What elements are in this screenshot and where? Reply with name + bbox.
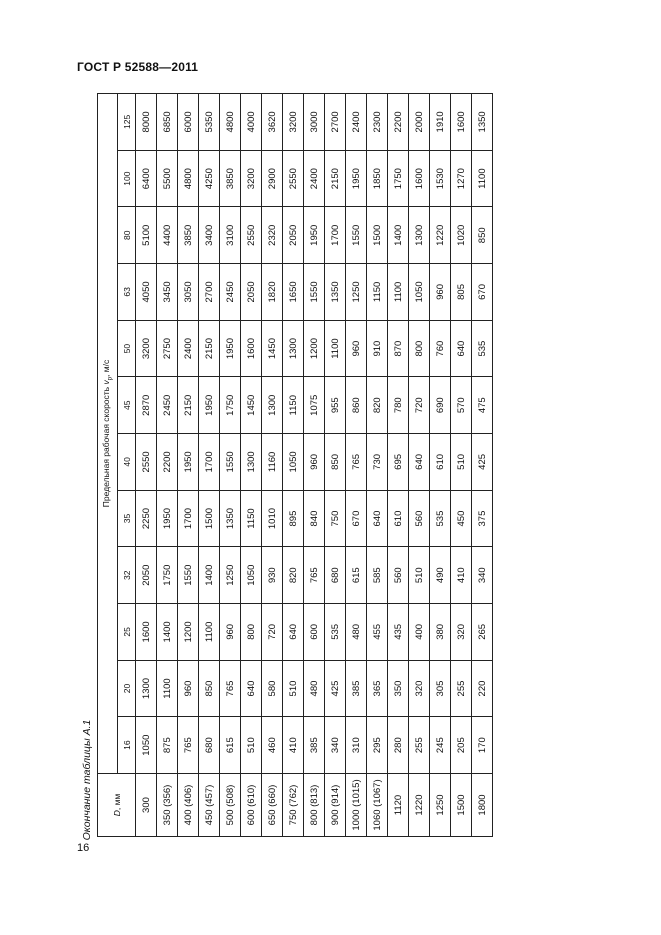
speed-value-cell: 680	[325, 547, 346, 604]
speed-value-cell: 205	[451, 717, 472, 774]
speed-value-cell: 475	[472, 377, 493, 434]
table-row	[304, 94, 325, 837]
speed-value-cell: 750	[325, 490, 346, 547]
speed-value-cell: 560	[409, 490, 430, 547]
speed-column-header: 40	[118, 434, 136, 491]
speed-value-cell: 960	[220, 604, 241, 661]
speed-value-cell: 960	[430, 264, 451, 321]
speed-value-cell: 2050	[283, 207, 304, 264]
speed-value-cell: 1600	[136, 604, 157, 661]
speed-value-cell: 1300	[136, 660, 157, 717]
speed-value-cell: 2320	[262, 207, 283, 264]
speed-value-cell: 1600	[241, 320, 262, 377]
speed-value-cell: 245	[430, 717, 451, 774]
speed-value-cell: 1100	[157, 660, 178, 717]
speed-value-cell: 1100	[388, 264, 409, 321]
rotated-table-container	[97, 93, 488, 837]
speed-value-cell: 1050	[136, 717, 157, 774]
speed-value-cell: 1700	[178, 490, 199, 547]
speed-value-cell: 870	[388, 320, 409, 377]
speed-value-cell: 765	[346, 434, 367, 491]
speed-value-cell: 4800	[178, 150, 199, 207]
speed-value-cell: 1950	[178, 434, 199, 491]
speed-value-cell: 1850	[367, 150, 388, 207]
speed-value-cell: 3100	[220, 207, 241, 264]
speed-value-cell: 720	[262, 604, 283, 661]
diameter-cell: 500 (508)	[220, 774, 241, 837]
speed-value-cell: 3400	[199, 207, 220, 264]
speed-value-cell: 840	[304, 490, 325, 547]
diameter-cell: 1250	[430, 774, 451, 837]
speed-value-cell: 3200	[241, 150, 262, 207]
table-row	[178, 94, 199, 837]
speed-value-cell: 3200	[136, 320, 157, 377]
speed-value-cell: 695	[388, 434, 409, 491]
diameter-cell: 600 (610)	[241, 774, 262, 837]
table-header-row	[98, 94, 118, 837]
table-row	[388, 94, 409, 837]
speed-value-cell: 640	[367, 490, 388, 547]
speed-value-cell: 960	[178, 660, 199, 717]
speed-value-cell: 1450	[241, 377, 262, 434]
diameter-cell: 1120	[388, 774, 409, 837]
speed-value-cell: 820	[283, 547, 304, 604]
diameter-cell: 350 (356)	[157, 774, 178, 837]
speed-value-cell: 2300	[367, 94, 388, 151]
speed-value-cell: 1550	[220, 434, 241, 491]
speed-values-row	[118, 94, 136, 837]
speed-value-cell: 6400	[136, 150, 157, 207]
speed-value-cell: 875	[157, 717, 178, 774]
diameter-cell: 750 (762)	[283, 774, 304, 837]
speed-value-cell: 450	[451, 490, 472, 547]
speed-value-cell: 8000	[136, 94, 157, 151]
table-caption: Окончание таблицы А.1	[81, 719, 93, 841]
speed-value-cell: 490	[430, 547, 451, 604]
speed-value-cell: 805	[451, 264, 472, 321]
table-row	[241, 94, 262, 837]
speed-value-cell: 5500	[157, 150, 178, 207]
speed-value-cell: 1160	[262, 434, 283, 491]
table-row	[283, 94, 304, 837]
speed-value-cell: 2450	[220, 264, 241, 321]
speed-value-cell: 600	[304, 604, 325, 661]
speed-value-cell: 320	[409, 660, 430, 717]
speed-value-cell: 1500	[367, 207, 388, 264]
diameter-cell: 1800	[472, 774, 493, 837]
diameter-cell: 900 (914)	[325, 774, 346, 837]
speed-value-cell: 615	[220, 717, 241, 774]
speed-value-cell: 4400	[157, 207, 178, 264]
speed-value-cell: 1650	[283, 264, 304, 321]
table-row	[346, 94, 367, 837]
speed-value-cell: 295	[367, 717, 388, 774]
speed-value-cell: 1700	[325, 207, 346, 264]
speed-value-cell: 1100	[199, 604, 220, 661]
speed-value-cell: 1350	[325, 264, 346, 321]
diameter-cell: 300	[136, 774, 157, 837]
speed-value-cell: 375	[472, 490, 493, 547]
table-row	[451, 94, 472, 837]
speed-value-cell: 1950	[199, 377, 220, 434]
speed-column-header: 45	[118, 377, 136, 434]
speed-value-cell: 305	[430, 660, 451, 717]
table-row	[409, 94, 430, 837]
speed-header	[98, 94, 118, 774]
speed-value-cell: 670	[346, 490, 367, 547]
speed-value-cell: 385	[346, 660, 367, 717]
speed-value-cell: 680	[199, 717, 220, 774]
speed-value-cell: 435	[388, 604, 409, 661]
speed-value-cell: 720	[409, 377, 430, 434]
table-row	[136, 94, 157, 837]
speed-value-cell: 850	[472, 207, 493, 264]
table-frame	[97, 93, 488, 837]
speed-value-cell: 2870	[136, 377, 157, 434]
speed-value-cell: 1750	[157, 547, 178, 604]
speed-value-cell: 585	[367, 547, 388, 604]
speed-table	[97, 93, 493, 837]
speed-value-cell: 4800	[220, 94, 241, 151]
speed-value-cell: 1950	[220, 320, 241, 377]
speed-value-cell: 850	[199, 660, 220, 717]
speed-value-cell: 1950	[346, 150, 367, 207]
speed-value-cell: 560	[388, 547, 409, 604]
speed-value-cell: 1500	[199, 490, 220, 547]
speed-value-cell: 640	[283, 604, 304, 661]
speed-value-cell: 2150	[325, 150, 346, 207]
speed-value-cell: 6850	[157, 94, 178, 151]
speed-value-cell: 1050	[409, 264, 430, 321]
speed-column-header: 63	[118, 264, 136, 321]
speed-value-cell: 2550	[136, 434, 157, 491]
speed-value-cell: 4000	[241, 94, 262, 151]
speed-value-cell: 2000	[409, 94, 430, 151]
speed-value-cell: 480	[346, 604, 367, 661]
speed-value-cell: 220	[472, 660, 493, 717]
speed-column-header: 50	[118, 320, 136, 377]
speed-value-cell: 510	[283, 660, 304, 717]
diameter-cell: 1000 (1015)	[346, 774, 367, 837]
speed-value-cell: 1300	[409, 207, 430, 264]
speed-value-cell: 1300	[262, 377, 283, 434]
speed-value-cell: 2550	[283, 150, 304, 207]
speed-value-cell: 910	[367, 320, 388, 377]
diameter-cell: 400 (406)	[178, 774, 199, 837]
speed-value-cell: 5350	[199, 94, 220, 151]
speed-value-cell: 1600	[409, 150, 430, 207]
table-row	[220, 94, 241, 837]
speed-value-cell: 765	[304, 547, 325, 604]
speed-value-cell: 535	[325, 604, 346, 661]
speed-value-cell: 960	[346, 320, 367, 377]
speed-value-cell: 1450	[262, 320, 283, 377]
speed-value-cell: 340	[472, 547, 493, 604]
speed-value-cell: 2400	[346, 94, 367, 151]
speed-value-cell: 2150	[178, 377, 199, 434]
speed-value-cell: 610	[388, 490, 409, 547]
speed-value-cell: 570	[451, 377, 472, 434]
speed-value-cell: 1550	[304, 264, 325, 321]
diameter-cell: 1220	[409, 774, 430, 837]
speed-value-cell: 255	[409, 717, 430, 774]
speed-value-cell: 320	[451, 604, 472, 661]
speed-value-cell: 640	[451, 320, 472, 377]
speed-value-cell: 535	[430, 490, 451, 547]
speed-value-cell: 2700	[325, 94, 346, 151]
speed-value-cell: 535	[472, 320, 493, 377]
speed-value-cell: 1550	[178, 547, 199, 604]
speed-value-cell: 1250	[346, 264, 367, 321]
speed-value-cell: 2200	[157, 434, 178, 491]
speed-value-cell: 2050	[136, 547, 157, 604]
speed-value-cell: 170	[472, 717, 493, 774]
speed-value-cell: 1400	[157, 604, 178, 661]
speed-value-cell: 780	[388, 377, 409, 434]
speed-value-cell: 510	[241, 717, 262, 774]
speed-value-cell: 425	[472, 434, 493, 491]
table-caption-wrap	[77, 719, 97, 841]
diameter-cell: 1060 (1067)	[367, 774, 388, 837]
table-row	[472, 94, 493, 837]
diameter-header	[98, 774, 136, 837]
speed-value-cell: 3000	[304, 94, 325, 151]
speed-value-cell: 1750	[388, 150, 409, 207]
speed-value-cell: 1200	[304, 320, 325, 377]
speed-value-cell: 2200	[388, 94, 409, 151]
speed-value-cell: 3200	[283, 94, 304, 151]
speed-value-cell: 4250	[199, 150, 220, 207]
speed-value-cell: 2250	[136, 490, 157, 547]
diameter-cell: 450 (457)	[199, 774, 220, 837]
table-row	[157, 94, 178, 837]
speed-value-cell: 1020	[451, 207, 472, 264]
speed-symbol: v	[101, 380, 112, 385]
speed-value-cell: 1300	[241, 434, 262, 491]
speed-value-cell: 1050	[283, 434, 304, 491]
speed-value-cell: 455	[367, 604, 388, 661]
speed-header-prefix: Предельная рабочая скорость	[101, 384, 112, 508]
speed-value-cell: 3050	[178, 264, 199, 321]
speed-value-cell: 4050	[136, 264, 157, 321]
speed-value-cell: 425	[325, 660, 346, 717]
speed-value-cell: 1350	[472, 94, 493, 151]
speed-value-cell: 1400	[199, 547, 220, 604]
speed-value-cell: 1075	[304, 377, 325, 434]
speed-column-header: 100	[118, 150, 136, 207]
speed-value-cell: 410	[283, 717, 304, 774]
speed-value-cell: 410	[451, 547, 472, 604]
speed-value-cell: 1530	[430, 150, 451, 207]
diameter-cell: 1500	[451, 774, 472, 837]
page-number: 16	[77, 842, 90, 854]
speed-value-cell: 510	[409, 547, 430, 604]
speed-value-cell: 280	[388, 717, 409, 774]
speed-column-header: 80	[118, 207, 136, 264]
speed-value-cell: 640	[241, 660, 262, 717]
speed-value-cell: 1270	[451, 150, 472, 207]
speed-value-cell: 1100	[325, 320, 346, 377]
speed-value-cell: 365	[367, 660, 388, 717]
speed-value-cell: 1150	[367, 264, 388, 321]
speed-value-cell: 1150	[283, 377, 304, 434]
speed-value-cell: 2050	[241, 264, 262, 321]
speed-value-cell: 860	[346, 377, 367, 434]
speed-column-header: 20	[118, 660, 136, 717]
speed-value-cell: 2900	[262, 150, 283, 207]
speed-value-cell: 955	[325, 377, 346, 434]
speed-value-cell: 895	[283, 490, 304, 547]
speed-value-cell: 765	[220, 660, 241, 717]
speed-value-cell: 850	[325, 434, 346, 491]
speed-value-cell: 670	[472, 264, 493, 321]
speed-subscript: р	[107, 376, 114, 381]
speed-value-cell: 1950	[304, 207, 325, 264]
speed-value-cell: 820	[367, 377, 388, 434]
diameter-cell: 650 (660)	[262, 774, 283, 837]
speed-value-cell: 3850	[220, 150, 241, 207]
speed-value-cell: 1950	[157, 490, 178, 547]
speed-value-cell: 385	[304, 717, 325, 774]
speed-value-cell: 760	[430, 320, 451, 377]
speed-value-cell: 255	[451, 660, 472, 717]
speed-unit: , м/с	[101, 359, 112, 377]
speed-value-cell: 1820	[262, 264, 283, 321]
speed-value-cell: 1600	[451, 94, 472, 151]
diameter-symbol: D	[111, 810, 122, 817]
table-row	[262, 94, 283, 837]
speed-column-header: 125	[118, 94, 136, 151]
speed-value-cell: 690	[430, 377, 451, 434]
speed-value-cell: 2150	[199, 320, 220, 377]
speed-value-cell: 1550	[346, 207, 367, 264]
speed-column-header: 25	[118, 604, 136, 661]
speed-value-cell: 1350	[220, 490, 241, 547]
speed-value-cell: 6000	[178, 94, 199, 151]
speed-value-cell: 480	[304, 660, 325, 717]
speed-value-cell: 2400	[178, 320, 199, 377]
speed-value-cell: 510	[451, 434, 472, 491]
speed-value-cell: 1200	[178, 604, 199, 661]
speed-value-cell: 3450	[157, 264, 178, 321]
speed-value-cell: 3850	[178, 207, 199, 264]
speed-value-cell: 460	[262, 717, 283, 774]
speed-value-cell: 2400	[304, 150, 325, 207]
speed-value-cell: 800	[409, 320, 430, 377]
speed-column-header: 32	[118, 547, 136, 604]
standard-header: ГОСТ Р 52588—2011	[77, 60, 199, 74]
speed-value-cell: 380	[430, 604, 451, 661]
speed-value-cell: 580	[262, 660, 283, 717]
speed-value-cell: 1300	[283, 320, 304, 377]
speed-value-cell: 1250	[220, 547, 241, 604]
speed-value-cell: 400	[409, 604, 430, 661]
speed-value-cell: 350	[388, 660, 409, 717]
speed-value-cell: 3620	[262, 94, 283, 151]
speed-value-cell: 640	[409, 434, 430, 491]
table-row	[325, 94, 346, 837]
speed-value-cell: 1010	[262, 490, 283, 547]
speed-value-cell: 2700	[199, 264, 220, 321]
speed-value-cell: 615	[346, 547, 367, 604]
speed-value-cell: 1700	[199, 434, 220, 491]
table-row	[199, 94, 220, 837]
speed-value-cell: 310	[346, 717, 367, 774]
speed-value-cell: 340	[325, 717, 346, 774]
speed-value-cell: 2550	[241, 207, 262, 264]
speed-value-cell: 610	[430, 434, 451, 491]
speed-value-cell: 1220	[430, 207, 451, 264]
speed-value-cell: 2450	[157, 377, 178, 434]
diameter-cell: 800 (813)	[304, 774, 325, 837]
speed-value-cell: 1100	[472, 150, 493, 207]
speed-value-cell: 960	[304, 434, 325, 491]
speed-value-cell: 765	[178, 717, 199, 774]
speed-column-header: 35	[118, 490, 136, 547]
speed-value-cell: 800	[241, 604, 262, 661]
speed-value-cell: 2750	[157, 320, 178, 377]
table-row	[430, 94, 451, 837]
speed-value-cell: 265	[472, 604, 493, 661]
speed-value-cell: 1910	[430, 94, 451, 151]
speed-value-cell: 930	[262, 547, 283, 604]
table-row	[367, 94, 388, 837]
diameter-unit: , мм	[111, 793, 122, 811]
speed-value-cell: 1050	[241, 547, 262, 604]
speed-value-cell: 1750	[220, 377, 241, 434]
speed-value-cell: 730	[367, 434, 388, 491]
speed-value-cell: 1150	[241, 490, 262, 547]
speed-value-cell: 1400	[388, 207, 409, 264]
speed-column-header: 16	[118, 717, 136, 774]
speed-value-cell: 5100	[136, 207, 157, 264]
